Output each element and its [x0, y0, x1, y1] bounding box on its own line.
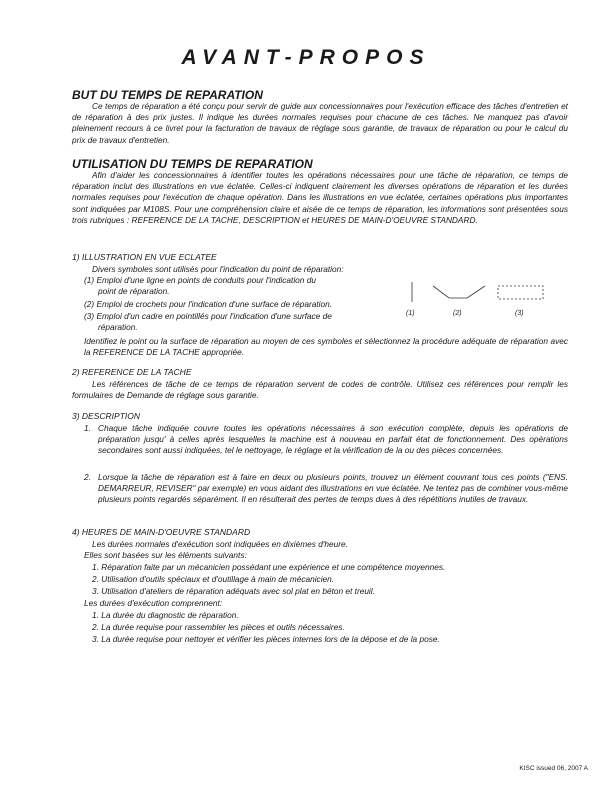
heures-line-1: Les durées normales d'exécution sont indiquées en dixièmes d'heure. [92, 539, 348, 549]
figure-label-3: (3) [515, 310, 524, 317]
repair-symbols-figure [405, 280, 555, 320]
heures-line-2: Elles sont basées sur les éléments suivants: [84, 550, 247, 560]
description-item-1-text: Chaque tâche indiquée couvre toutes les opérations nécessaires à son exécution complète, depuis les opérations de préparation jusqu' à celles après lesquelles la machine est à nouveau en parfait état de fonctionnement. Des opérations secondaires sont aussi indiquées, tel le nettoyage, le réglage et la vérification de la ou des pièces concernées. [98, 423, 568, 456]
heading-illustration: 1) ILLUSTRATION EN VUE ECLATEE [72, 252, 217, 262]
figure-label-1: (1) [406, 310, 415, 317]
heading-but: BUT DU TEMPS DE REPARATION [72, 88, 263, 102]
list-item: 3. Utilisation d'ateliers de réparation adéquats avec sol plat en béton et treuil. [92, 586, 375, 596]
heures-line-3: Les durées d'exécution comprennent: [84, 598, 223, 608]
list-item: 2. La durée requise pour rassembler les pièces et outils nécessaires. [92, 622, 345, 632]
list-item: 3. La durée requise pour nettoyer et vérifier les pièces internes lors de la dépose et de la pose. [92, 634, 440, 644]
illustration-item-2: (2) Emploi de crochets pour l'indication d'une surface de réparation. [84, 299, 333, 309]
illustration-item-1-line-2: point de réparation. [98, 286, 170, 296]
page-footer: KISC issued 06, 2007 A [519, 765, 588, 772]
paragraph-utilisation: Afin d'aider les concessionnaires à identifier toutes les opérations nécessaires pour une tâche de réparation, ce temps de réparation inclut des illustrations en vue éclatée. Celles-ci indiquent clairement les diverses opérations de réparation et les durées normales requises pour l'exécution de chaque opération. Dans les illustrations en vue éclatée, certaines opérations plus importantes sont indiquées par M108S. Pour une compréhension claire et aisée de ce temps de réparation, les informations sont présentées sous trois rubriques : REFERENCE DE LA TACHE, DESCRIPTION et HEURES DE MAIN-D'OEUVRE STANDARD. [72, 170, 568, 225]
heading-utilisation: UTILISATION DU TEMPS DE REPARATION [72, 157, 313, 171]
list-item: 1. Réparation faite par un mécanicien possédant une expérience et une compétence moyennes. [92, 562, 446, 572]
page-title: AVANT-PROPOS [181, 46, 431, 69]
description-item-2-number: 2. [84, 472, 91, 482]
figure-label-2: (2) [453, 310, 462, 317]
description-item-1 [84, 423, 568, 457]
heading-description: 3) DESCRIPTION [72, 411, 141, 421]
description-item-1-number: 1. [84, 423, 91, 433]
paragraph-but: Ce temps de réparation a été conçu pour servir de guide aux concessionnaires pour l'exécution efficace des tâches d'entretien et de réparation à des prix justes. Il indique les durées normales requises pour chacune de ces tâches. Ne manquez pas d'avoir pleinement recours à ce livret pour la facturation de travaux de réglage sous garantie, de travaux de réparation ou pour le calcul du prix de travaux d'entretien. [72, 101, 568, 145]
description-item-2 [84, 472, 568, 506]
heading-reference: 2) REFERENCE DE LA TACHE [72, 367, 192, 377]
illustration-intro: Divers symboles sont utilisés pour l'indication du point de réparation: [92, 264, 344, 274]
paragraph-reference: Les références de tâche de ce temps de réparation servent de codes de contrôle. Utilisez ces références pour remplir les formulaires de Demande de réglage sous garantie. [72, 379, 568, 401]
dashed-frame-symbol [498, 286, 543, 299]
list-item: 1. La durée du diagnostic de réparation. [92, 610, 239, 620]
heading-heures: 4) HEURES DE MAIN-D'OEUVRE STANDARD [72, 527, 251, 537]
illustration-item-3-line-1: (3) Emploi d'un cadre en pointillés pour l'indication d'une surface de [84, 311, 332, 321]
illustration-item-3-line-2: réparation. [98, 322, 138, 332]
list-item: 2. Utilisation d'outils spéciaux et d'outillage à main de mécanicien. [92, 574, 335, 584]
description-item-2-text: Lorsque la tâche de réparation est à faire en deux ou plusieurs points, trouvez un élément couvrant tous ces points ("ENS. DEMARREUR, REVISER" par exemple) en vous aidant des illustrations en vue éclatée. Ne tentez pas de combiner vous-même plusieurs points regardés séparément. Il en résulterait des pertes de temps dues à des répétitions inutiles de travaux. [98, 472, 568, 505]
bracket-symbol [433, 286, 485, 298]
illustration-closing: Identifiez le point ou la surface de réparation au moyen de ces symboles et sélectionnez la procédure adéquate de réparation avec la REFERENCE DE LA TACHE appropriée. [84, 336, 568, 358]
illustration-item-1-line-1: (1) Emploi d'une ligne en points de conduits pour l'indication du [84, 275, 316, 285]
